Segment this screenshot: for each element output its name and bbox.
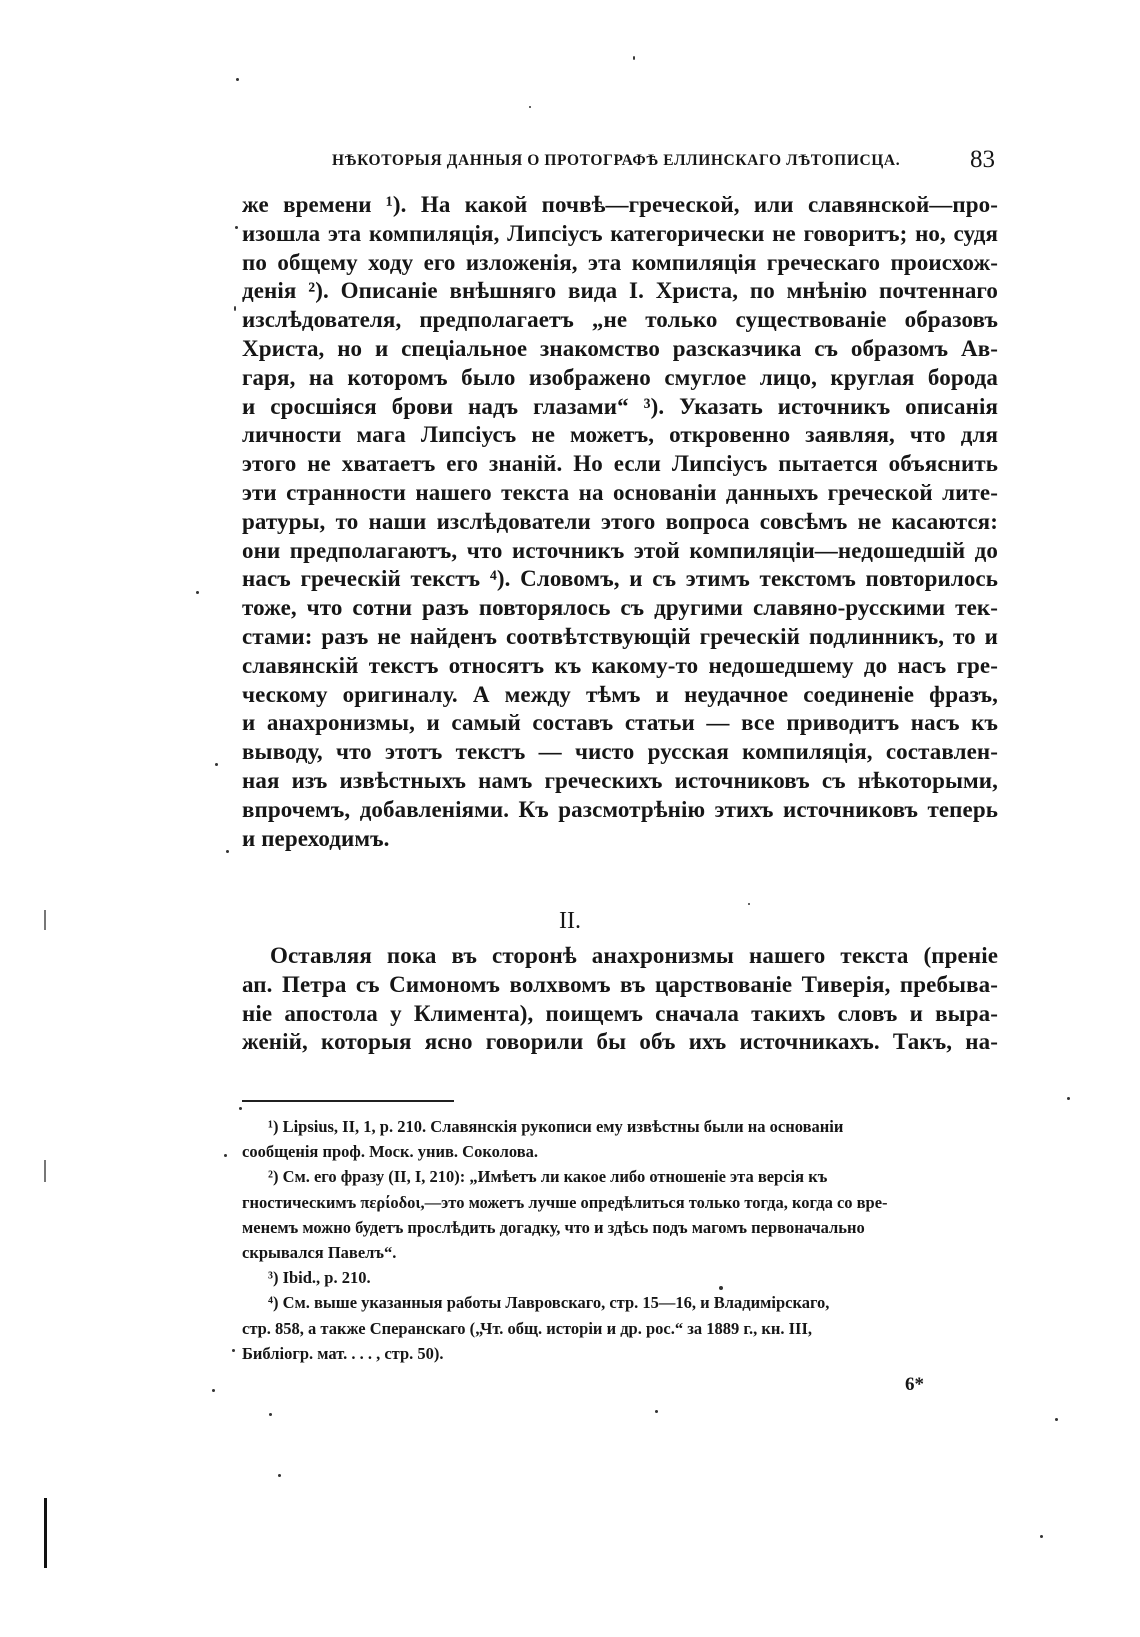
paragraph-2 (242, 942, 998, 1057)
text-line: эти странности нашего текста на основаніи данныхъ греческой лите- (242, 479, 998, 505)
text-line: же времени ¹). На какой почвѣ—греческой, или славянской—про- (242, 192, 998, 217)
text-line: ніе апостола у Климента), поищемъ сначала такихъ словъ и выра- (242, 1000, 998, 1026)
footnote-line: Библіогр. мат. . . . , стр. 50). (242, 1343, 444, 1363)
running-head: НѢКОТОРЫЯ ДАННЫЯ О ПРОТОГРАФѢ ЕЛЛИНСКАГО ЛѢТОПИСЦА. (332, 152, 901, 169)
footnote-line: ¹) Lipsius, II, 1, p. 210. Славянскія рукописи ему извѣстны были на основаніи (268, 1117, 844, 1136)
footnotes (242, 1114, 986, 1366)
text-line: ратуры, то наши изслѣдователи этого вопроса совсѣмъ не касаются: (242, 508, 998, 534)
text-line: по общему ходу его изложенія, эта компиляція греческаго происхож- (242, 249, 998, 275)
text-line: ная изъ извѣстныхъ намъ греческихъ источниковъ съ нѣкоторыми, (242, 767, 998, 793)
text-line: изошла эта компиляція, Липсіусъ категорически не говоритъ; но, судя (242, 220, 998, 246)
text-line: гаря, на которомъ было изображено смуглое лицо, круглая борода (242, 364, 998, 390)
text-line: Христа, но и спеціальное знакомство разсказчика съ образомъ Ав- (242, 335, 998, 361)
scan-edge-mark (44, 1498, 47, 1568)
footnote (242, 1265, 986, 1290)
footnote-line: менемъ можно будетъ прослѣдить догадку, что и здѣсь подъ магомъ первоначально (242, 1217, 865, 1237)
text-line: славянскій текстъ относятъ къ какому-то недошедшему до насъ гре- (242, 652, 998, 678)
footnote-rule (242, 1100, 454, 1102)
footnote (242, 1290, 986, 1366)
footnote-line: ⁴) См. выше указанныя работы Лавровскаго, стр. 15—16, и Владимірскаго, (268, 1293, 830, 1313)
footnote-line: скрывался Павелъ“. (242, 1242, 397, 1262)
text-line: этого не хватаетъ его знаній. Но если Липсіусъ пытается объяснить (242, 451, 998, 477)
text-line: ческому оригиналу. А между тѣмъ и неудачное соединеніе фразъ, (242, 681, 998, 707)
footnote-line: стр. 858, а также Сперанскаго („Чт. общ. исторіи и др. рос.“ за 1889 г., кн. III, (242, 1318, 813, 1338)
footnote-line: сообщенія проф. Моск. унив. Соколова. (242, 1142, 539, 1162)
text-line: насъ греческій текстъ ⁴). Словомъ, и съ этимъ текстомъ повторилось (242, 566, 998, 592)
text-line: и переходимъ. (242, 825, 390, 851)
scan-edge-mark (44, 910, 46, 930)
footnote-line: ³) Ibid., p. 210. (268, 1268, 371, 1288)
footnote-line: ²) См. его фразу (II, I, 210): „Имѣетъ ли какое либо отношеніе эта версія къ (268, 1167, 828, 1187)
text-line: тоже, что сотни разъ повторялось съ другими славяно-русскими тек- (242, 595, 998, 621)
footnote-line: гностическимъ περίοδοι,—это можетъ лучше опредѣлиться только тогда, когда со вре- (242, 1192, 888, 1212)
text-line: женій, которыя ясно говорили бы объ ихъ источникахъ. Такъ, на- (242, 1029, 998, 1055)
text-line: стами: разъ не найденъ соотвѣтствующій греческій подлинникъ, то и (242, 623, 998, 649)
footnote (242, 1164, 986, 1265)
scan-edge-mark (44, 1160, 46, 1182)
paragraph-1 (242, 191, 998, 853)
text-line: и сросшіяся брови надъ глазами“ ³). Указать источникъ описанія (242, 393, 998, 419)
text-line: выводу, что этотъ текстъ — чисто русская компиляція, составлен- (242, 739, 998, 765)
text-line: изслѣдователя, предполагаетъ „не только существованіе образовъ (242, 307, 998, 333)
text-line: денія ²). Описаніе внѣшняго вида I. Христа, по мнѣнію почтеннаго (242, 278, 998, 304)
text-line: личности мага Липсіусъ не можетъ, откровенно заявляя, что для (242, 422, 998, 448)
text-line: Оставляя пока въ сторонѣ анахронизмы нашего текста (преніе (270, 943, 998, 968)
text-line: впрочемъ, добавленіями. Къ разсмотрѣнію этихъ источниковъ теперь (242, 796, 998, 822)
section-heading: II. (559, 908, 581, 934)
text-line: и анахронизмы, и самый составъ статьи — все приводитъ насъ къ (242, 710, 998, 736)
text-line: они предполагаютъ, что источникъ этой компиляціи—недошедшій до (242, 537, 998, 563)
page-number: 83 (970, 146, 995, 173)
signature-mark: 6* (905, 1374, 924, 1395)
footnote (242, 1114, 986, 1164)
text-line: ап. Петра съ Симономъ волхвомъ въ царствованіе Тиверія, пребыва- (242, 971, 998, 997)
